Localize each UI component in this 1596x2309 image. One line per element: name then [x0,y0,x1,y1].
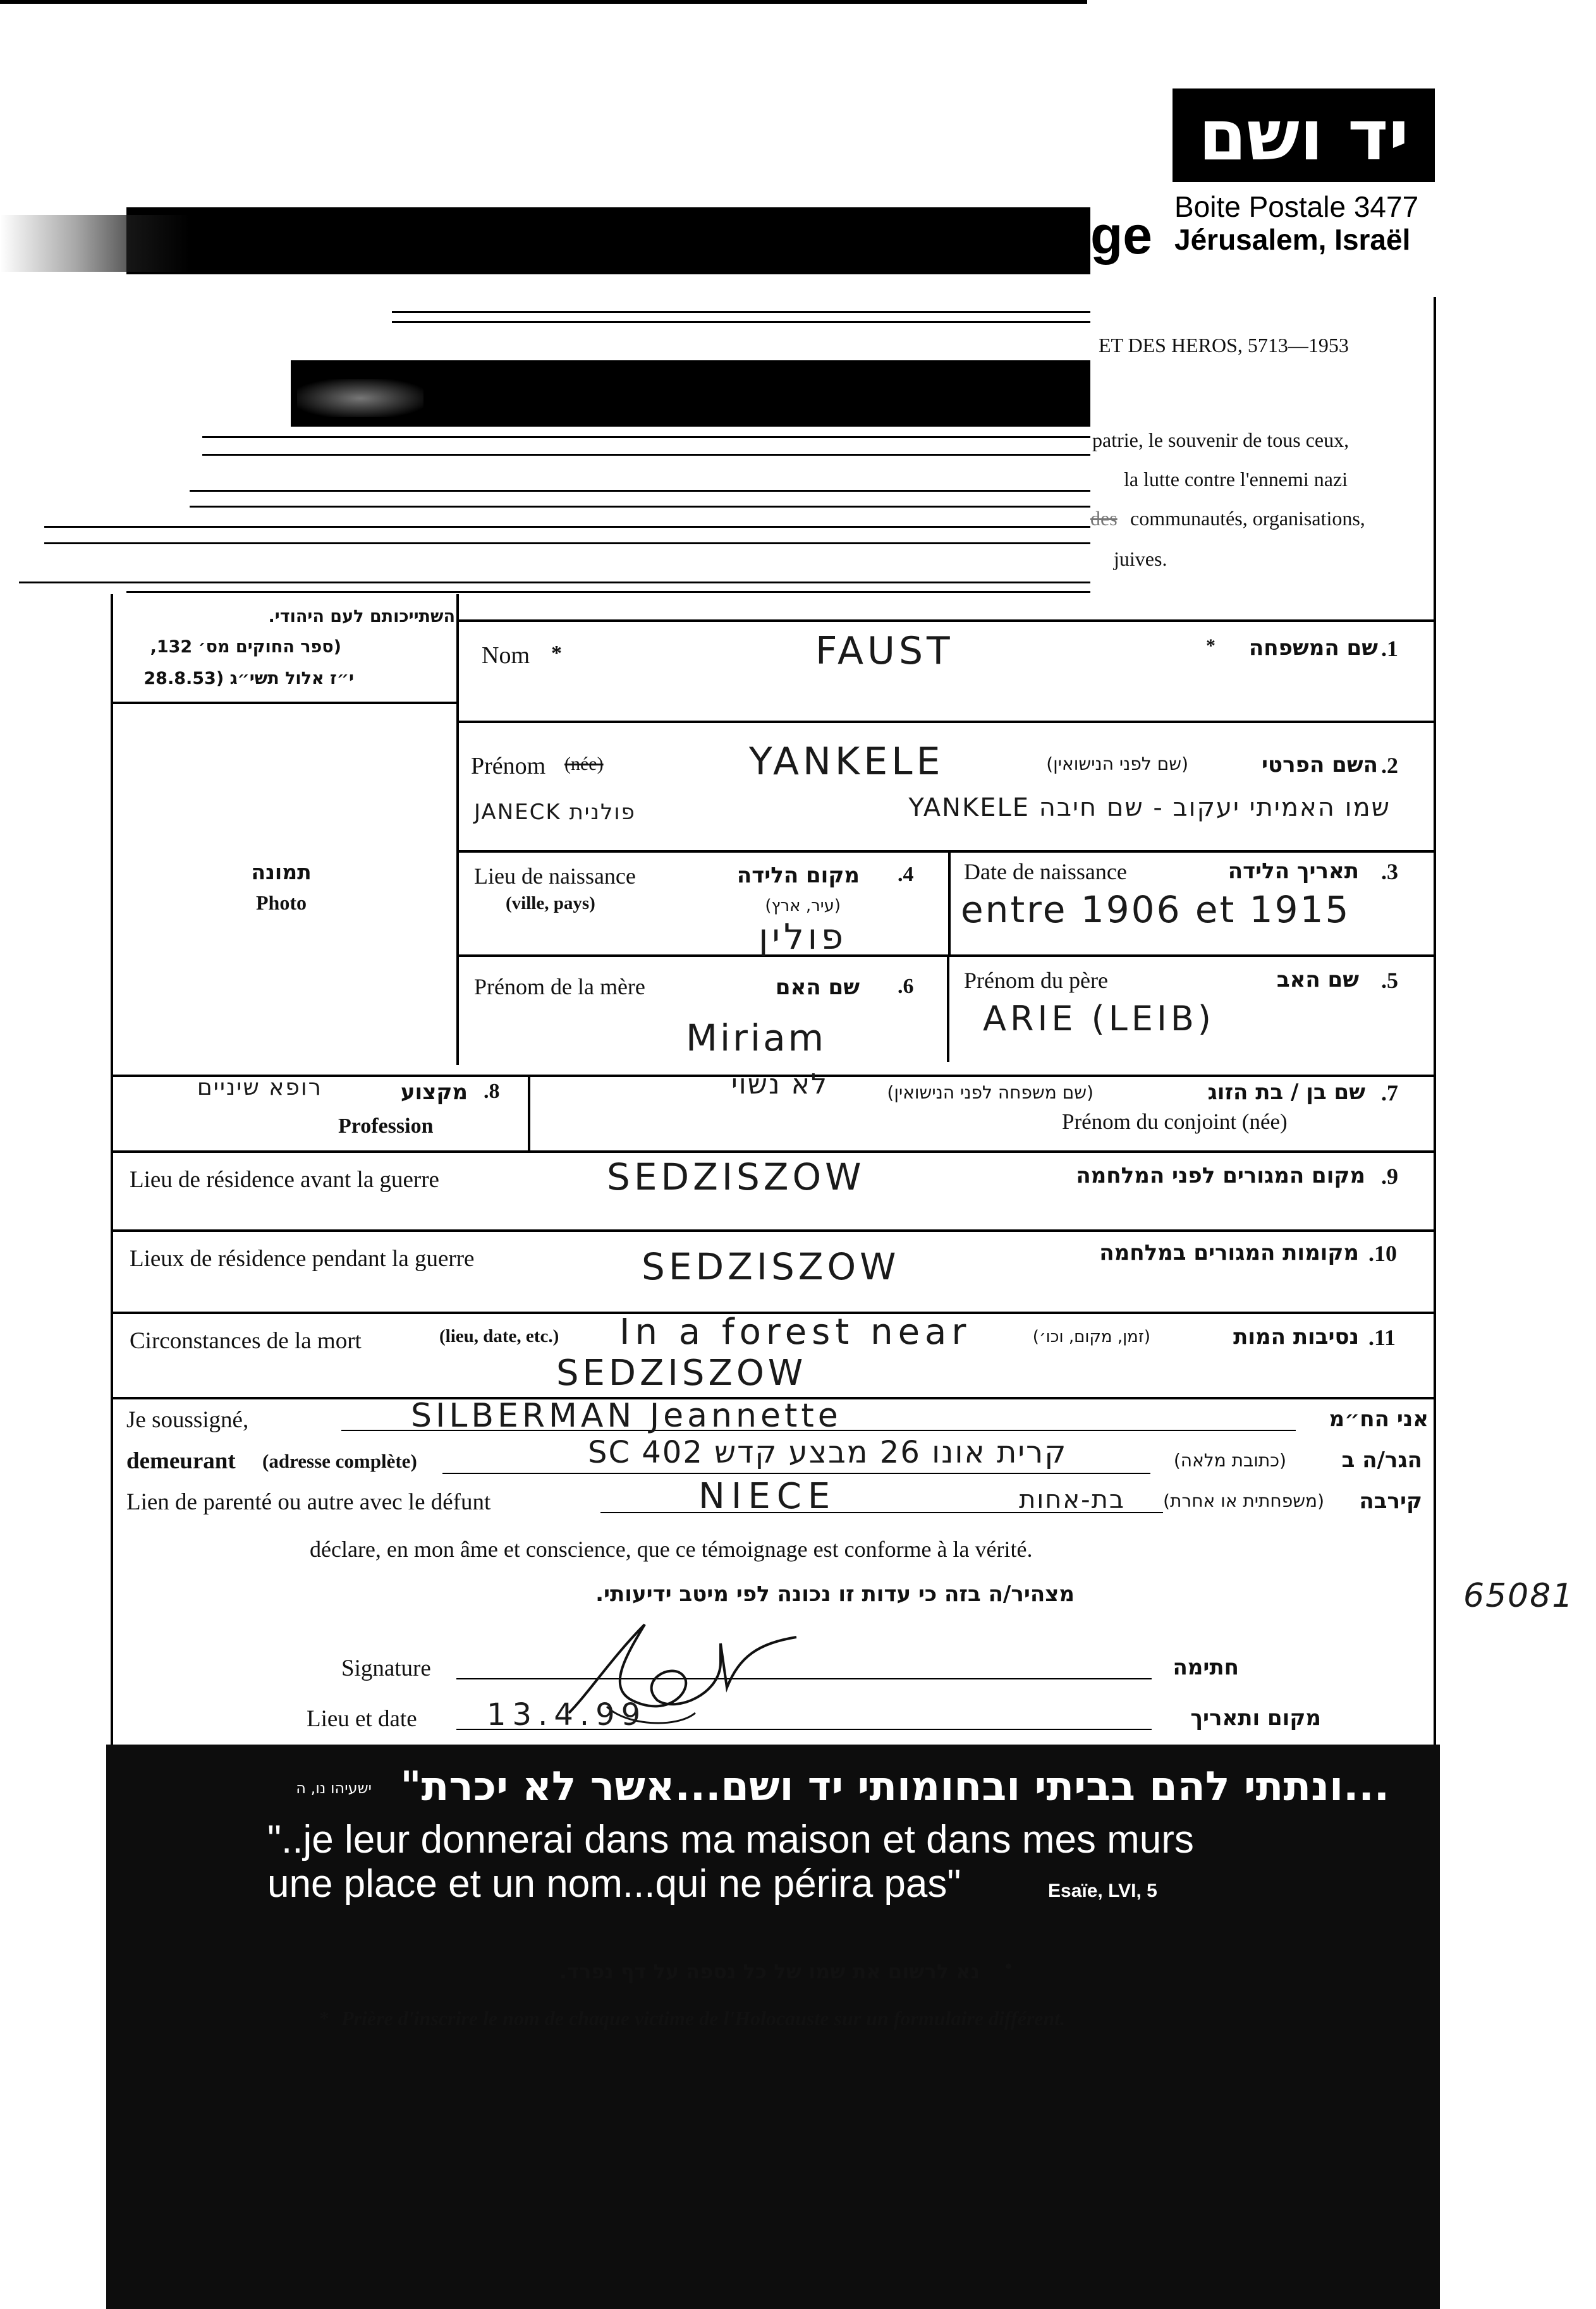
field-2-value[interactable]: YANKELE [749,740,944,784]
field-11-label-fr-note: (lieu, date, etc.) [439,1326,559,1346]
field-7-label-fr: Prénom du conjoint (née) [1062,1109,1288,1134]
signature-label-fr: Signature [341,1655,431,1681]
law-reference-he-3: י״ז אלול תשי״ג (28.8.53 [143,669,354,688]
field-9-number: .9 [1381,1164,1398,1189]
field-4-label-fr: Lieu de naissance [474,863,636,889]
border-left-lower [111,1075,113,1745]
quote-source-fr: Esaïe, LVI, 5 [1048,1880,1157,1901]
field-3-label-fr: Date de naissance [964,859,1127,884]
field-11-label-he-note: (זמן, מקום, וכו׳) [1032,1327,1150,1346]
field-11-value-line2[interactable]: SEDZISZOW [556,1353,807,1394]
field-2-value-line2-right[interactable]: שמו האמיתי יעקוב - שם חיבה YANKELE [908,793,1391,822]
law-title: ET DES HEROS, 5713—1953 [1099,334,1349,356]
quote-source-he: ישעיהו נו, ה [296,1779,372,1797]
row5-divider [947,954,949,1062]
field-1-label-fr: Nom [482,642,530,669]
field-1-number: .1 [1381,636,1398,661]
field-4-label-he-sub: (עיר, ארץ) [765,896,841,915]
field-10-value[interactable]: SEDZISZOW [642,1245,900,1288]
photo-label-fr: Photo [256,891,307,914]
redaction-line [202,436,1090,438]
declaration-fr: déclare, en mon âme et conscience, que ce témoignage est conforme à la vérité. [310,1537,1033,1562]
row3-divider [948,850,951,954]
quote-fr-line-1: "..je leur donnerai dans ma maison et dans mes murs [267,1818,1194,1861]
scan-shadow [0,215,190,272]
field-5-label-he: שם האב [1276,967,1359,992]
field-11-label-fr: Circonstances de la mort [130,1328,362,1354]
redaction-line [19,582,1090,583]
law-reference-he-2: (ספר החוקים מס׳ 132, [150,637,341,657]
footer-note-fr: Prière d'inscrire le nom de chaque victime de l'Holocauste sur un formulaire différent. [341,2007,1066,2030]
field-6-label-fr: Prénom de la mère [474,974,645,999]
address-line-1: Boite Postale 3477 [1174,190,1419,223]
footer-bullet: • [1005,1954,1013,1977]
field-6-value[interactable]: Miriam [686,1016,827,1059]
row7-divider [528,1075,530,1150]
redaction-line [392,311,1090,313]
redaction-line [202,454,1090,456]
redaction-bar-top [0,0,1087,4]
intro-fragment: des [1090,507,1118,530]
footer-star: * [319,2007,329,2030]
sheet-number: 65081 [1463,1577,1575,1615]
field-11-label-he: נסיבות המות [1233,1324,1359,1349]
row1-top [456,619,1436,622]
field-2-number: .2 [1381,753,1398,778]
redaction-line [190,506,1090,508]
redaction-line [190,490,1090,492]
row2-top [456,721,1436,723]
field-9-label-he: מקום המגורים לפני המלחמה [1076,1163,1365,1188]
row10-top [111,1229,1436,1232]
field-7-label-he: שם בן / בת הזוג [1207,1080,1365,1105]
field-1-label-he: שם המשפחה [1248,635,1378,661]
field-10-label-he: מקומות המגורים במלחמה [1099,1240,1359,1265]
field-8-number: .8 [484,1080,500,1103]
redaction-line [44,542,1090,544]
declarant-rel-value-he[interactable]: בת-אחות [1019,1485,1125,1514]
field-4-label-fr-sub: (ville, pays) [506,893,595,913]
declarant-rel-label-fr: Lien de parenté ou autre avec le défunt [126,1489,491,1515]
field-6-number: .6 [898,975,914,998]
row9-top [111,1150,1436,1153]
declaration-he: מצהיר/ה בזה כי עדות זו נכונה לפי מיטב ידיעותי. [595,1581,1075,1607]
declarant-rel-label-he-note: (משפחתית או אחרת) [1163,1490,1324,1511]
field-2-label-fr: Prénom [471,753,546,779]
intro-line-2: la lutte contre l'ennemi nazi [1124,468,1348,490]
field-11-value-line1[interactable]: In a forest near [619,1312,972,1353]
declarant-rel-value[interactable]: NIECE [698,1476,837,1517]
field-6-label-he: שם האם [775,975,860,1000]
declarant-name-label-fr: Je soussigné, [126,1407,249,1433]
date-value[interactable]: 13.4.99 [487,1697,647,1733]
declarant-rel-label-he: קירבה [1359,1489,1422,1514]
footer-note-he: נא לרשום את שמו של כל נספה על דף נפרד. [559,1959,980,1983]
field-7-number: .7 [1381,1080,1398,1106]
field-11-number: .11 [1368,1325,1396,1350]
declarant-addr-value[interactable]: SC 402 קרית אונו 26 מבצע קדש [588,1435,1068,1470]
field-5-number: .5 [1381,968,1398,993]
field-9-value[interactable]: SEDZISZOW [607,1155,865,1198]
law-reference-he-1: השתייכותם לעם היהודי. [268,607,455,626]
photo-box-right [456,594,459,1065]
date-label-fr: Lieu et date [307,1706,417,1732]
declarant-addr-label-he-note: (כתובת מלאה) [1173,1450,1286,1471]
intro-line-4: juives. [1114,547,1167,570]
field-1-star: * [551,642,562,665]
row3-top [456,850,1436,853]
field-4-number: .4 [898,863,914,886]
yad-vashem-logo [1173,88,1435,182]
field-2-label-he-note: (שם לפני הנישואין) [1046,753,1188,774]
redaction-block-1 [126,207,1090,274]
field-8-label-he: מקצוע [400,1080,468,1105]
quote-he: ...ונתתי להם בביתי ובחומותי יד ושם...אשר לא יכרת" [400,1764,1389,1810]
field-2-value-line2-left[interactable]: JANECK פולנית [474,800,636,825]
field-7-value[interactable]: לא נשוי [731,1068,828,1100]
field-10-label-fr: Lieux de résidence pendant la guerre [130,1246,475,1272]
field-3-value[interactable]: entre 1906 et 1915 [961,888,1351,931]
field-5-value[interactable]: ARIE (LEIB) [983,999,1215,1039]
date-label-he: מקום ותאריך [1190,1705,1321,1731]
form-border-right [1434,297,1436,1745]
declarant-addr-line [442,1473,1150,1474]
field-7-label-he-note: (שם משפחה לפני הנישואין) [887,1082,1093,1103]
field-2-label-struck: (née) [564,753,604,774]
field-8-label-fr: Profession [338,1114,434,1138]
declarant-addr-label-he: הגר/ה ב [1341,1447,1422,1473]
title-fragment: ge [1090,205,1153,265]
field-8-value[interactable]: רופא שיניים [197,1075,322,1100]
photo-box-line [111,702,458,704]
field-3-label-he: תאריך הלידה [1227,858,1359,884]
field-1-star-he: * [1206,635,1215,656]
field-4-label-he: מקום הלידה [736,863,860,888]
field-2-label-he: השם הפרטי [1262,752,1378,777]
field-9-label-fr: Lieu de résidence avant la guerre [130,1167,439,1193]
declarant-name-label-he: אני הח״מ [1329,1406,1428,1432]
scan-shadow [297,379,423,417]
quote-fr-line-2: une place et un nom...qui ne périra pas" [267,1862,961,1906]
declarant-name-value[interactable]: SILBERMAN Jeannette [411,1397,842,1435]
field-10-number: .10 [1368,1241,1397,1266]
field-3-number: .3 [1381,859,1398,884]
address-line-2: Jérusalem, Israël [1174,223,1411,256]
intro-line-1: patrie, le souvenir de tous ceux, [1092,429,1349,451]
redaction-line [44,526,1090,528]
redaction-line [392,321,1090,323]
row5-top [456,954,1436,957]
intro-line-3: communautés, organisations, [1130,507,1365,530]
field-4-value[interactable]: פולין [758,917,847,958]
photo-label-he: תמונה [251,860,312,884]
field-1-value[interactable]: FAUST [815,629,954,673]
form-border-left [111,594,113,1075]
signature-label-he: חתימה [1173,1655,1239,1680]
field-5-label-fr: Prénom du père [964,968,1108,993]
declarant-addr-label-fr-note: (adresse complète) [262,1450,417,1472]
logo-text: יד ושם [1198,95,1410,176]
redaction-line [126,591,1090,593]
declarant-addr-label-fr: demeurant [126,1448,236,1474]
